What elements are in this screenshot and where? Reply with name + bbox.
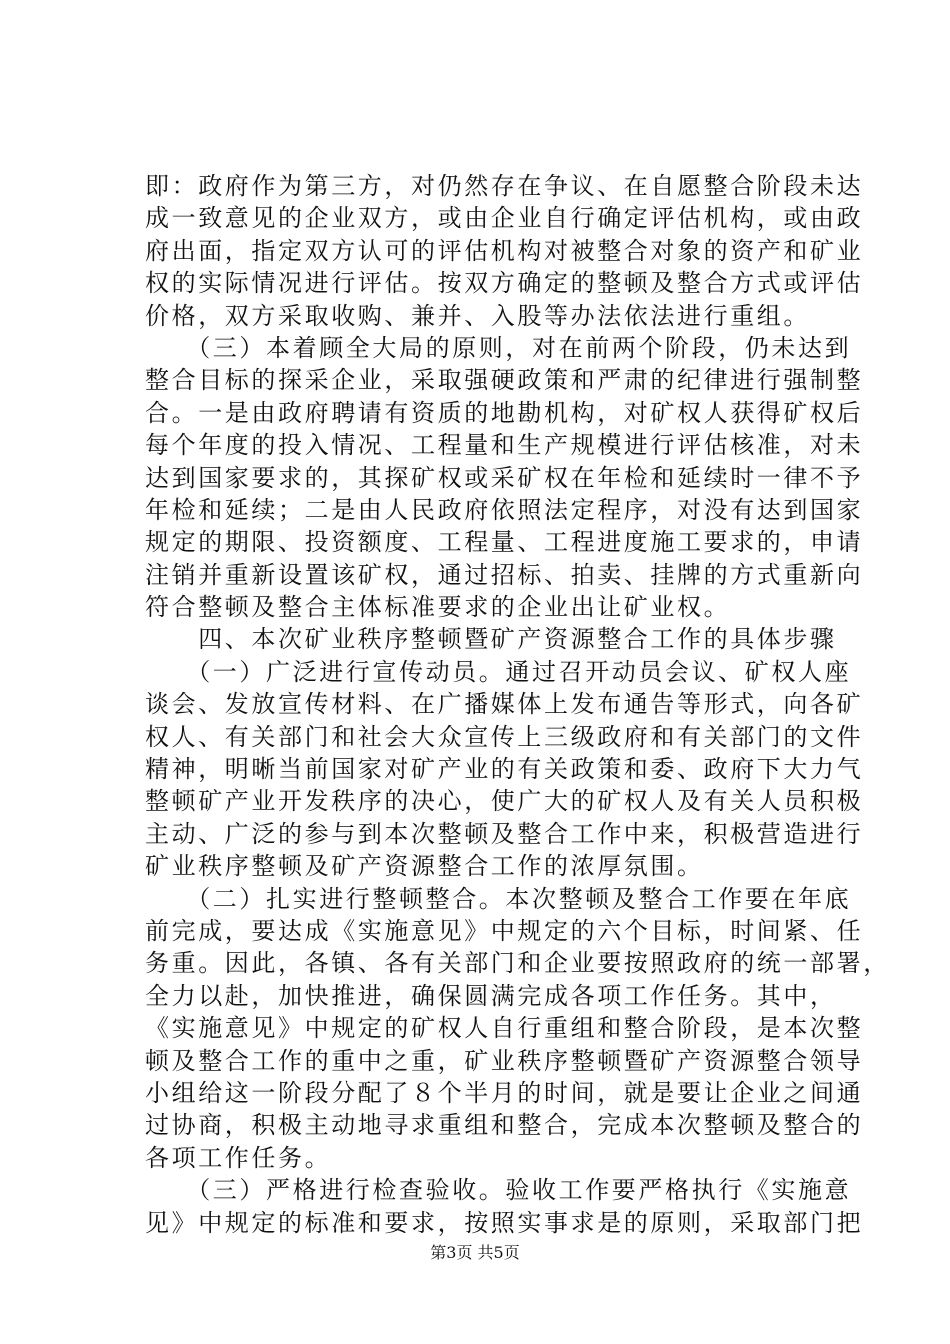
text-line: 即：政府作为第三方，对仍然存在争议、在自愿整合阶段未达 xyxy=(145,172,864,200)
text-line: （一）广泛进行宣传动员。通过召开动员会议、矿权人座 xyxy=(145,657,852,686)
text-line: 小组给这一阶段分配了８个半月的时间，就是要让企业之间通 xyxy=(145,1078,864,1107)
text-line: 权人、有关部门和社会大众宣传上三级政府和有关部门的文件 xyxy=(145,722,864,751)
text-line: （三）严格进行检查验收。验收工作要严格执行《实施意 xyxy=(145,1176,852,1205)
text-line: （三）本着顾全大局的原则，对在前两个阶段，仍未达到 xyxy=(145,333,852,362)
text-line: 每个年度的投入情况、工程量和生产规模进行评估核准，对未 xyxy=(145,431,864,460)
text-line: 府出面，指定双方认可的评估机构对被整合对象的资产和矿业 xyxy=(145,236,864,265)
text-line: 精神，明晰当前国家对矿产业的有关政策和委、政府下大力气 xyxy=(145,755,864,784)
text-line: 务重。因此，各镇、各有关部门和企业要按照政府的统一部署， xyxy=(145,949,890,978)
text-line: 价格，双方采取收购、兼并、入股等办法依法进行重组。 xyxy=(145,301,810,330)
text-line: 顿及整合工作的重中之重，矿业秩序整顿暨矿产资源整合领导 xyxy=(145,1046,864,1075)
section-heading: 四、本次矿业秩序整顿暨矿产资源整合工作的具体步骤 xyxy=(145,625,837,654)
text-line: 达到国家要求的，其探矿权或采矿权在年检和延续时一律不予 xyxy=(145,463,864,492)
text-line: 过协商，积极主动地寻求重组和整合，完成本次整顿及整合的 xyxy=(145,1111,864,1140)
document-body xyxy=(145,170,890,1239)
page-footer: 第3页 共5页 xyxy=(430,1243,520,1262)
text-line: 谈会、发放宣传材料、在广播媒体上发布通告等形式，向各矿 xyxy=(145,690,864,719)
text-line: 符合整顿及整合主体标准要求的企业出让矿业权。 xyxy=(145,593,731,622)
text-line: 注销并重新设置该矿权，通过招标、拍卖、挂牌的方式重新向 xyxy=(145,560,864,589)
text-line: 见》中规定的标准和要求，按照实事求是的原则，采取部门把 xyxy=(145,1208,864,1237)
text-line: 成一致意见的企业双方，或由企业自行确定评估机构，或由政 xyxy=(145,204,864,233)
text-line: 年检和延续；二是由人民政府依照法定程序，对没有达到国家 xyxy=(145,495,864,524)
text-line: 整合目标的探采企业，采取强硬政策和严肃的纪律进行强制整 xyxy=(145,366,864,395)
text-line: 矿业秩序整顿及矿产资源整合工作的浓厚氛围。 xyxy=(145,852,704,881)
text-line: 《实施意见》中规定的矿权人自行重组和整合阶段，是本次整 xyxy=(145,1014,864,1043)
text-line: 各项工作任务。 xyxy=(145,1143,332,1172)
text-line: 前完成，要达成《实施意见》中规定的六个目标，时间紧、任 xyxy=(145,916,864,945)
text-line: 全力以赴，加快推进，确保圆满完成各项工作任务。其中， xyxy=(145,981,837,1010)
text-line: 权的实际情况进行评估。按双方确定的整顿及整合方式或评估 xyxy=(145,269,864,298)
text-line: 整顿矿产业开发秩序的决心，使广大的矿权人及有关人员积极 xyxy=(145,787,864,816)
text-line: （二）扎实进行整顿整合。本次整顿及整合工作要在年底 xyxy=(145,884,852,913)
text-line: 主动、广泛的参与到本次整顿及整合工作中来，积极营造进行 xyxy=(145,819,864,848)
text-line: 合。一是由政府聘请有资质的地勘机构，对矿权人获得矿权后 xyxy=(145,398,864,427)
text-line: 规定的期限、投资额度、工程量、工程进度施工要求的，申请 xyxy=(145,528,864,557)
